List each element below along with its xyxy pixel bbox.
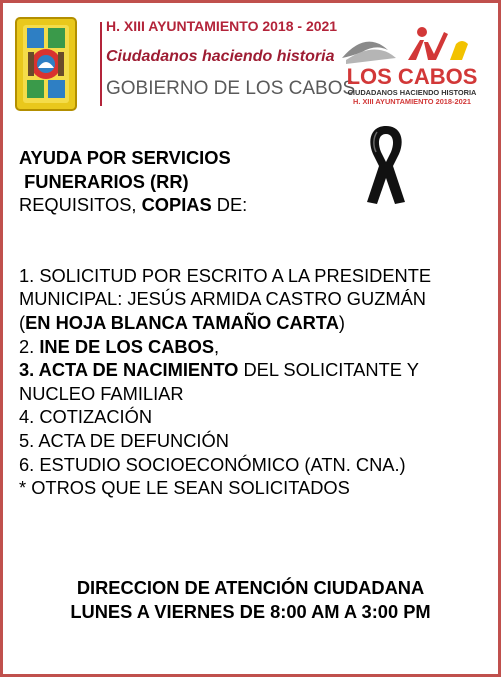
note-bold: EN HOJA BLANCA TAMAÑO CARTA <box>25 311 339 333</box>
notice-title-line2 <box>19 170 489 194</box>
office-department: DIRECCION DE ATENCIÓN CIUDADANA <box>76 577 425 598</box>
spacer <box>19 217 489 264</box>
office-hours: LUNES A VIERNES DE 8:00 AM A 3:00 PM <box>70 600 431 622</box>
req-prefix: REQUISITOS, <box>19 194 142 216</box>
requirement-1-note <box>19 311 489 335</box>
notice-body <box>19 146 489 500</box>
requirement-1: 1. SOLICITUD POR ESCRITO A LA PRESIDENTE MUNICIPAL: JESÚS ARMIDA CASTRO GUZMÁN <box>19 264 432 310</box>
requirement-2 <box>19 335 489 359</box>
requirements-heading <box>19 193 489 217</box>
req-bold: COPIAS <box>141 194 212 216</box>
slogan: Ciudadanos haciendo historia <box>106 48 335 65</box>
header-titles <box>96 18 356 100</box>
logo-subtitle: CIUDADANOS HACIENDO HISTORIA <box>347 88 477 97</box>
req2-bold: INE DE LOS CABOS <box>39 335 215 357</box>
requirement-other: * OTROS QUE LE SEAN SOLICITADOS <box>19 477 350 499</box>
office-info <box>0 576 501 623</box>
government-name: GOBIERNO DE LOS CABOS <box>106 78 356 99</box>
note-open: ( <box>19 311 26 333</box>
req-suffix: DE: <box>211 194 248 216</box>
municipal-crest-icon <box>14 16 78 112</box>
notice-title-line1: AYUDA POR SERVICIOS <box>19 147 231 168</box>
req2-num: 2. <box>19 335 40 357</box>
requirement-5: 5. ACTA DE DEFUNCIÓN <box>19 429 229 451</box>
note-close: ) <box>338 311 345 333</box>
council-period: H. XIII AYUNTAMIENTO 2018 - 2021 <box>106 18 338 34</box>
logo-council: H. XIII AYUNTAMIENTO 2018-2021 <box>353 97 471 106</box>
req3-rest: DEL SOLICITANTE Y NUCLEO FAMILIAR <box>19 359 419 404</box>
notice-title-text: FUNERARIOS (RR) <box>24 170 189 192</box>
requirement-3 <box>19 358 489 405</box>
requirement-4: 4. COTIZACIÓN <box>19 406 153 428</box>
requirement-6: 6. ESTUDIO SOCIOECONÓMICO (ATN. CNA.) <box>19 453 406 475</box>
logo-title: LOS CABOS <box>346 64 478 89</box>
req2-tail: , <box>214 335 220 357</box>
req3-bold: 3. ACTA DE NACIMIENTO <box>19 359 239 381</box>
